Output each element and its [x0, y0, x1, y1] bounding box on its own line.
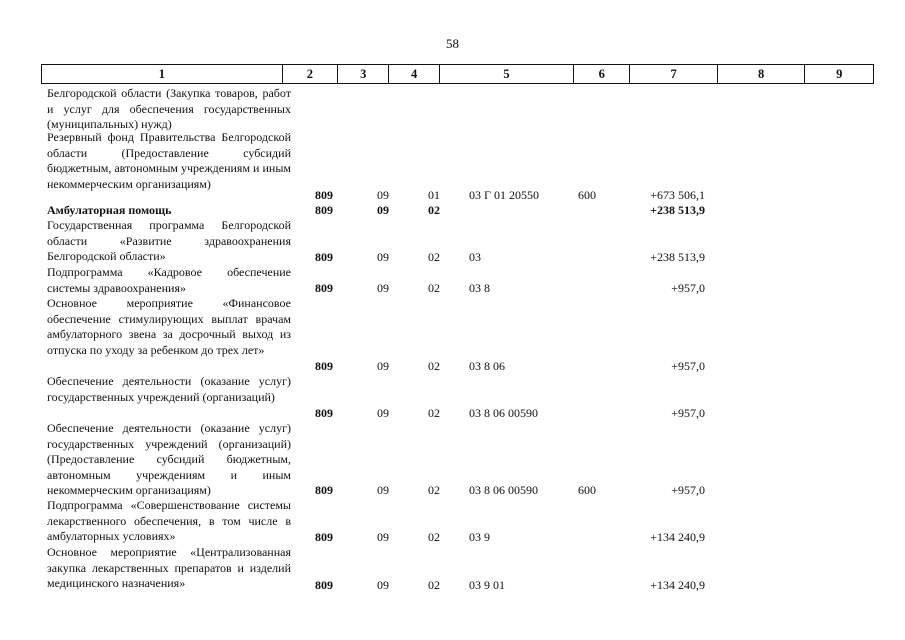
- column-header-4: 4: [389, 65, 439, 83]
- column-header-9: 9: [836, 67, 843, 81]
- cell-target-article: 03 8: [469, 281, 490, 295]
- cell-amount: +957,0: [671, 483, 705, 497]
- cell-amount: +673 506,1: [650, 188, 705, 202]
- table-body: [0, 86, 905, 593]
- cell-expense-type: 600: [578, 483, 596, 497]
- row-description: Белгородской области (Закупка товаров, работ и услуг для обеспечения государственных (муниципальных) нужд): [47, 86, 291, 132]
- table-row: [0, 374, 905, 421]
- cell-section: 09: [377, 188, 389, 202]
- cell-target-article: 03 Г 01 20550: [469, 188, 539, 202]
- cell-subsection: 02: [428, 406, 440, 420]
- cell-amount: +134 240,9: [650, 530, 705, 544]
- cell-subsection: 02: [428, 483, 440, 497]
- cell-amount: +957,0: [671, 406, 705, 420]
- cell-section: 09: [377, 578, 389, 592]
- cell-ministry: 809: [315, 250, 333, 264]
- row-description: Подпрограмма «Кадровое обеспечение системы здравоохранения»: [47, 265, 291, 295]
- cell-target-article: 03 9 01: [469, 578, 505, 592]
- column-header-1: 1: [42, 65, 283, 83]
- cell-section: 09: [377, 530, 389, 544]
- cell-ministry: 809: [315, 188, 333, 202]
- cell-ministry: 809: [315, 406, 333, 420]
- table-row: [0, 86, 905, 130]
- cell-subsection: 02: [428, 281, 440, 295]
- cell-ministry: 809: [315, 483, 333, 497]
- cell-subsection: 02: [428, 250, 440, 264]
- cell-section: 09: [377, 203, 389, 217]
- cell-subsection: 02: [428, 530, 440, 544]
- cell-subsection: 02: [428, 359, 440, 373]
- cell-section: 09: [377, 281, 389, 295]
- cell-ministry: 809: [315, 578, 333, 592]
- cell-target-article: 03 8 06 00590: [469, 406, 538, 420]
- cell-ministry: 809: [315, 359, 333, 373]
- table-row: [0, 218, 905, 265]
- cell-section: 09: [377, 359, 389, 373]
- cell-section: 09: [377, 483, 389, 497]
- row-description: Обеспечение деятельности (оказание услуг) государственных учреждений (организаций): [47, 374, 291, 404]
- column-header-8: 8: [718, 65, 806, 83]
- row-description: Государственная программа Белгородской области «Развитие здравоохранения Белгородской области»: [47, 218, 291, 264]
- row-description: Подпрограмма «Совершенствование системы лекарственного обеспечения, в том числе в амбулаторных условиях»: [47, 498, 291, 544]
- cell-subsection: 02: [428, 203, 440, 217]
- cell-subsection: 02: [428, 578, 440, 592]
- table-row: [0, 296, 905, 374]
- cell-ministry: 809: [315, 203, 333, 217]
- column-header-2: 2: [283, 65, 338, 83]
- cell-amount: +957,0: [671, 359, 705, 373]
- cell-section: 09: [377, 250, 389, 264]
- row-description: Резервный фонд Правительства Белгородской области (Предоставление субсидий бюджетным, автономным учреждениям и иным некоммерческим организациям): [47, 130, 291, 191]
- row-description: Основное мероприятие «Централизованная закупка лекарственных препаратов и изделий медицинского назначения»: [47, 545, 291, 591]
- cell-target-article: 03 9: [469, 530, 490, 544]
- column-header-6: 6: [574, 65, 630, 83]
- cell-amount: +957,0: [671, 281, 705, 295]
- column-header-3: 3: [338, 65, 389, 83]
- table-row: [0, 130, 905, 203]
- table-row: [0, 545, 905, 593]
- table-row: [0, 203, 905, 218]
- row-description: Основное мероприятие «Финансовое обеспечение стимулирующих выплат врачам амбулаторного звена за досрочный выход из отпуска по уходу за ребенком до трех лет»: [47, 296, 291, 357]
- page-number: 58: [446, 36, 459, 51]
- cell-target-article: 03 8 06: [469, 359, 505, 373]
- cell-section: 09: [377, 406, 389, 420]
- column-header-5: 5: [440, 65, 574, 83]
- cell-target-article: 03: [469, 250, 481, 264]
- table-row: [0, 265, 905, 296]
- column-header-7: 7: [630, 65, 718, 83]
- table-row: [0, 498, 905, 545]
- cell-target-article: 03 8 06 00590: [469, 483, 538, 497]
- cell-expense-type: 600: [578, 188, 596, 202]
- table-row: [0, 421, 905, 498]
- cell-amount: +134 240,9: [650, 578, 705, 592]
- row-description: Амбулаторная помощь: [47, 203, 172, 217]
- cell-subsection: 01: [428, 188, 440, 202]
- cell-ministry: 809: [315, 530, 333, 544]
- cell-amount: +238 513,9: [650, 203, 705, 217]
- table-header-row: [41, 64, 874, 84]
- cell-amount: +238 513,9: [650, 250, 705, 264]
- cell-ministry: 809: [315, 281, 333, 295]
- row-description: Обеспечение деятельности (оказание услуг) государственных учреждений (организаций) (Предоставление субсидий бюджетным, автономным учреждениям и иным некоммерческим организациям): [47, 421, 291, 498]
